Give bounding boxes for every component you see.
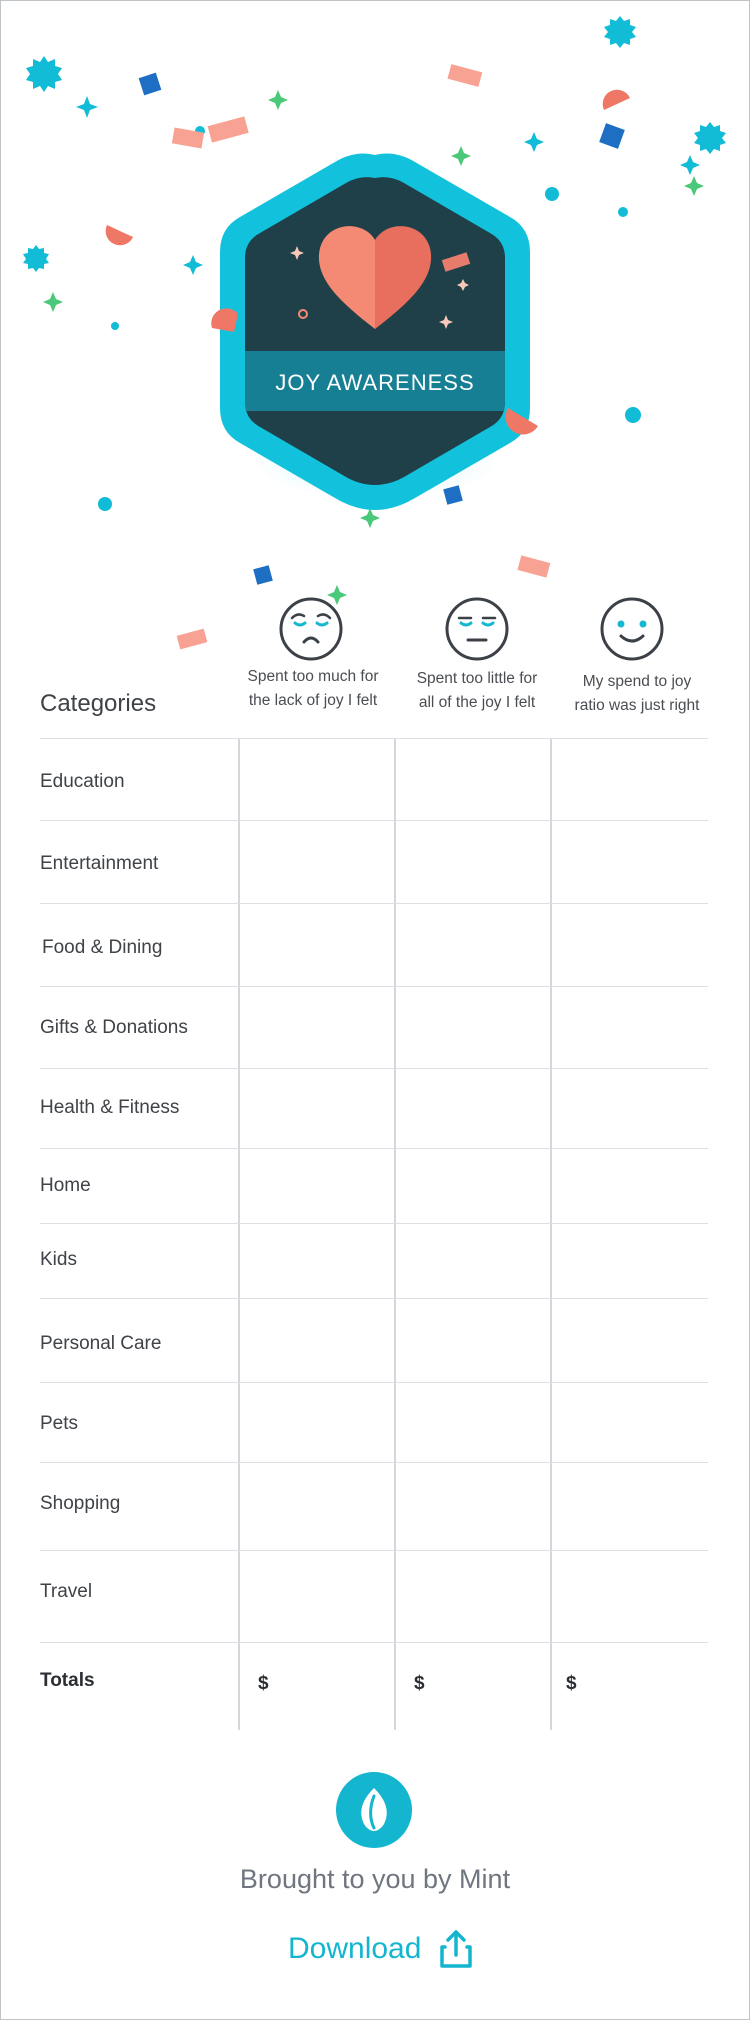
totals-label: Totals [40, 1670, 95, 1691]
column-header-line: Spent too little for [416, 670, 538, 687]
column-divider [394, 738, 396, 1730]
column-header-line: Spent too much for [247, 668, 379, 685]
total-value-too-much: $ [258, 1673, 269, 1694]
table-row-label: Food & Dining [42, 937, 163, 958]
table-row-label: Entertainment [40, 853, 159, 874]
table-row-label: Education [40, 771, 125, 792]
neutral-face-icon [444, 596, 510, 662]
row-divider [40, 903, 708, 904]
row-divider [40, 1223, 708, 1224]
row-divider [40, 738, 708, 739]
download-label: Download [288, 1932, 422, 1965]
column-divider [238, 738, 240, 1730]
download-button[interactable] [288, 1924, 473, 1974]
smiling-face-icon [599, 596, 665, 662]
categories-header: Categories [40, 690, 157, 717]
mint-credit-text: Brought to you by Mint [239, 1864, 511, 1894]
column-header-line: all of the joy I felt [418, 694, 536, 711]
table-row-label: Gifts & Donations [40, 1017, 188, 1038]
mint-leaf-icon[interactable] [336, 1772, 412, 1848]
table-row-label: Pets [40, 1413, 79, 1434]
column-header-line: ratio was just right [574, 697, 700, 714]
joy-awareness-badge [190, 140, 560, 520]
table-row-label: Home [40, 1175, 91, 1196]
column-header-too-little [392, 667, 562, 715]
column-header-too-much [228, 665, 398, 713]
row-divider [40, 1382, 708, 1383]
column-header-line: the lack of joy I felt [248, 692, 378, 709]
table-row-label: Travel [40, 1581, 93, 1602]
table-row-label: Shopping [40, 1493, 121, 1514]
column-header-just-right [552, 670, 722, 718]
row-divider [40, 986, 708, 987]
row-divider [40, 820, 708, 821]
column-divider [550, 738, 552, 1730]
table-row-label: Personal Care [40, 1333, 162, 1354]
row-divider [40, 1642, 708, 1643]
table-row-label: Health & Fitness [40, 1097, 180, 1118]
badge-title: JOY AWARENESS [275, 370, 475, 395]
worried-face-icon [278, 596, 344, 662]
row-divider [40, 1068, 708, 1069]
row-divider [40, 1462, 708, 1463]
table-row-label: Kids [40, 1249, 77, 1270]
row-divider [40, 1298, 708, 1299]
total-value-just-right: $ [566, 1673, 577, 1694]
row-divider [40, 1550, 708, 1551]
row-divider [40, 1148, 708, 1149]
share-upload-icon [439, 1929, 473, 1969]
column-header-line: My spend to joy [582, 673, 692, 690]
total-value-too-little: $ [414, 1673, 425, 1694]
